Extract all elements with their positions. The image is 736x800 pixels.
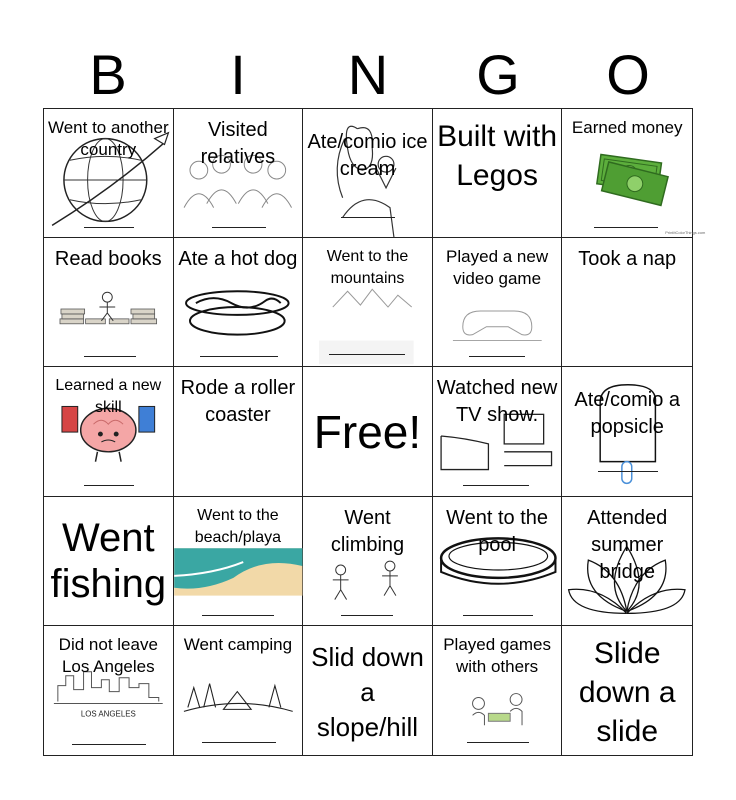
cell-watched-tv-show[interactable] bbox=[433, 367, 563, 496]
cell-label: Read books bbox=[54, 248, 162, 271]
cell-ate-hot-dog[interactable] bbox=[174, 238, 304, 367]
cell-label: Rode a roller coaster bbox=[180, 377, 296, 427]
write-in-line bbox=[341, 217, 395, 218]
write-in-line bbox=[72, 744, 146, 745]
header-letter-o: O bbox=[606, 43, 650, 106]
cell-slid-down-slope[interactable] bbox=[303, 626, 433, 755]
cell-went-climbing[interactable] bbox=[303, 497, 433, 626]
cell-went-to-another-country[interactable] bbox=[44, 109, 174, 238]
cell-went-to-beach[interactable] bbox=[174, 497, 304, 626]
cell-label: Slide down a slide bbox=[578, 636, 676, 748]
write-in-line bbox=[84, 356, 136, 357]
cell-attended-summer-bridge[interactable] bbox=[562, 497, 692, 626]
write-in-line bbox=[469, 356, 525, 357]
free-space-label: Free! bbox=[313, 406, 422, 459]
cell-label: Went camping bbox=[183, 634, 293, 654]
bingo-header bbox=[43, 40, 693, 110]
cell-label: Ate/comio ice cream bbox=[307, 131, 428, 180]
cell-read-books[interactable] bbox=[44, 238, 174, 367]
cell-label: Slid down a slope/hill bbox=[311, 641, 424, 742]
cell-rode-roller-coaster[interactable] bbox=[174, 367, 304, 496]
cell-label: Ate/comio a popsicle bbox=[574, 389, 680, 439]
write-in-line bbox=[84, 485, 134, 486]
write-in-line bbox=[467, 742, 529, 743]
write-in-line bbox=[341, 615, 393, 616]
cell-played-video-game[interactable] bbox=[433, 238, 563, 367]
cell-learned-new-skill[interactable] bbox=[44, 367, 174, 496]
write-in-line bbox=[202, 615, 274, 616]
cell-label: Went to the mountains bbox=[326, 248, 409, 288]
header-letter-b: B bbox=[89, 43, 127, 106]
write-in-line bbox=[594, 227, 658, 228]
cell-went-fishing[interactable] bbox=[44, 497, 174, 626]
cell-label: Played a new video game bbox=[446, 247, 549, 289]
write-in-line bbox=[463, 615, 533, 616]
cell-free-space[interactable] bbox=[303, 367, 433, 496]
header-letter-g: G bbox=[476, 43, 520, 106]
write-in-line bbox=[463, 485, 529, 486]
cell-visited-relatives[interactable] bbox=[174, 109, 304, 238]
cell-label: Went climbing bbox=[330, 506, 405, 556]
cell-label: Learned a new skill bbox=[55, 377, 162, 417]
cell-ate-popsicle[interactable] bbox=[562, 367, 692, 496]
write-in-line bbox=[598, 471, 658, 472]
cell-took-nap[interactable] bbox=[562, 238, 692, 367]
cell-label: Played games with others bbox=[443, 634, 551, 676]
cell-slide-down-slide[interactable] bbox=[562, 626, 692, 755]
cell-label: Did not leave Los Angeles bbox=[58, 634, 158, 676]
cell-label: Took a nap bbox=[578, 248, 677, 271]
write-in-line bbox=[329, 354, 405, 355]
write-in-line bbox=[212, 227, 266, 228]
write-in-line bbox=[84, 227, 134, 228]
cell-went-to-mountains[interactable] bbox=[303, 238, 433, 367]
write-in-line bbox=[200, 356, 278, 357]
la-caption: LOS ANGELES bbox=[80, 709, 136, 719]
cell-label: Built with Legos bbox=[437, 120, 558, 192]
header-letter-i: I bbox=[230, 43, 246, 106]
bingo-card bbox=[43, 108, 706, 756]
credit-text: PrintItColorThings.com bbox=[665, 230, 706, 236]
write-in-line bbox=[202, 742, 276, 743]
cell-label: Went to the beach/playa bbox=[194, 506, 282, 546]
cell-label: Visited relatives bbox=[200, 119, 276, 168]
cell-built-with-legos[interactable] bbox=[433, 109, 563, 238]
cell-played-games-with-others[interactable] bbox=[433, 626, 563, 755]
cell-label: Went fishing bbox=[50, 515, 167, 606]
cell-label: Earned money bbox=[571, 118, 683, 137]
cell-went-camping[interactable] bbox=[174, 626, 304, 755]
cell-earned-money[interactable] bbox=[562, 109, 706, 238]
cell-did-not-leave-la[interactable] bbox=[44, 626, 174, 755]
cell-went-to-pool[interactable] bbox=[433, 497, 563, 626]
cell-label: Ate a hot dog bbox=[178, 248, 298, 271]
cell-label: Attended summer bridge bbox=[587, 506, 668, 583]
header-letter-n: N bbox=[347, 43, 389, 106]
cell-label: Went to another country bbox=[47, 118, 169, 159]
cell-label: Watched new TV show. bbox=[436, 377, 558, 427]
cell-ate-ice-cream[interactable] bbox=[303, 109, 433, 238]
cell-label: Went to the pool bbox=[446, 506, 549, 556]
